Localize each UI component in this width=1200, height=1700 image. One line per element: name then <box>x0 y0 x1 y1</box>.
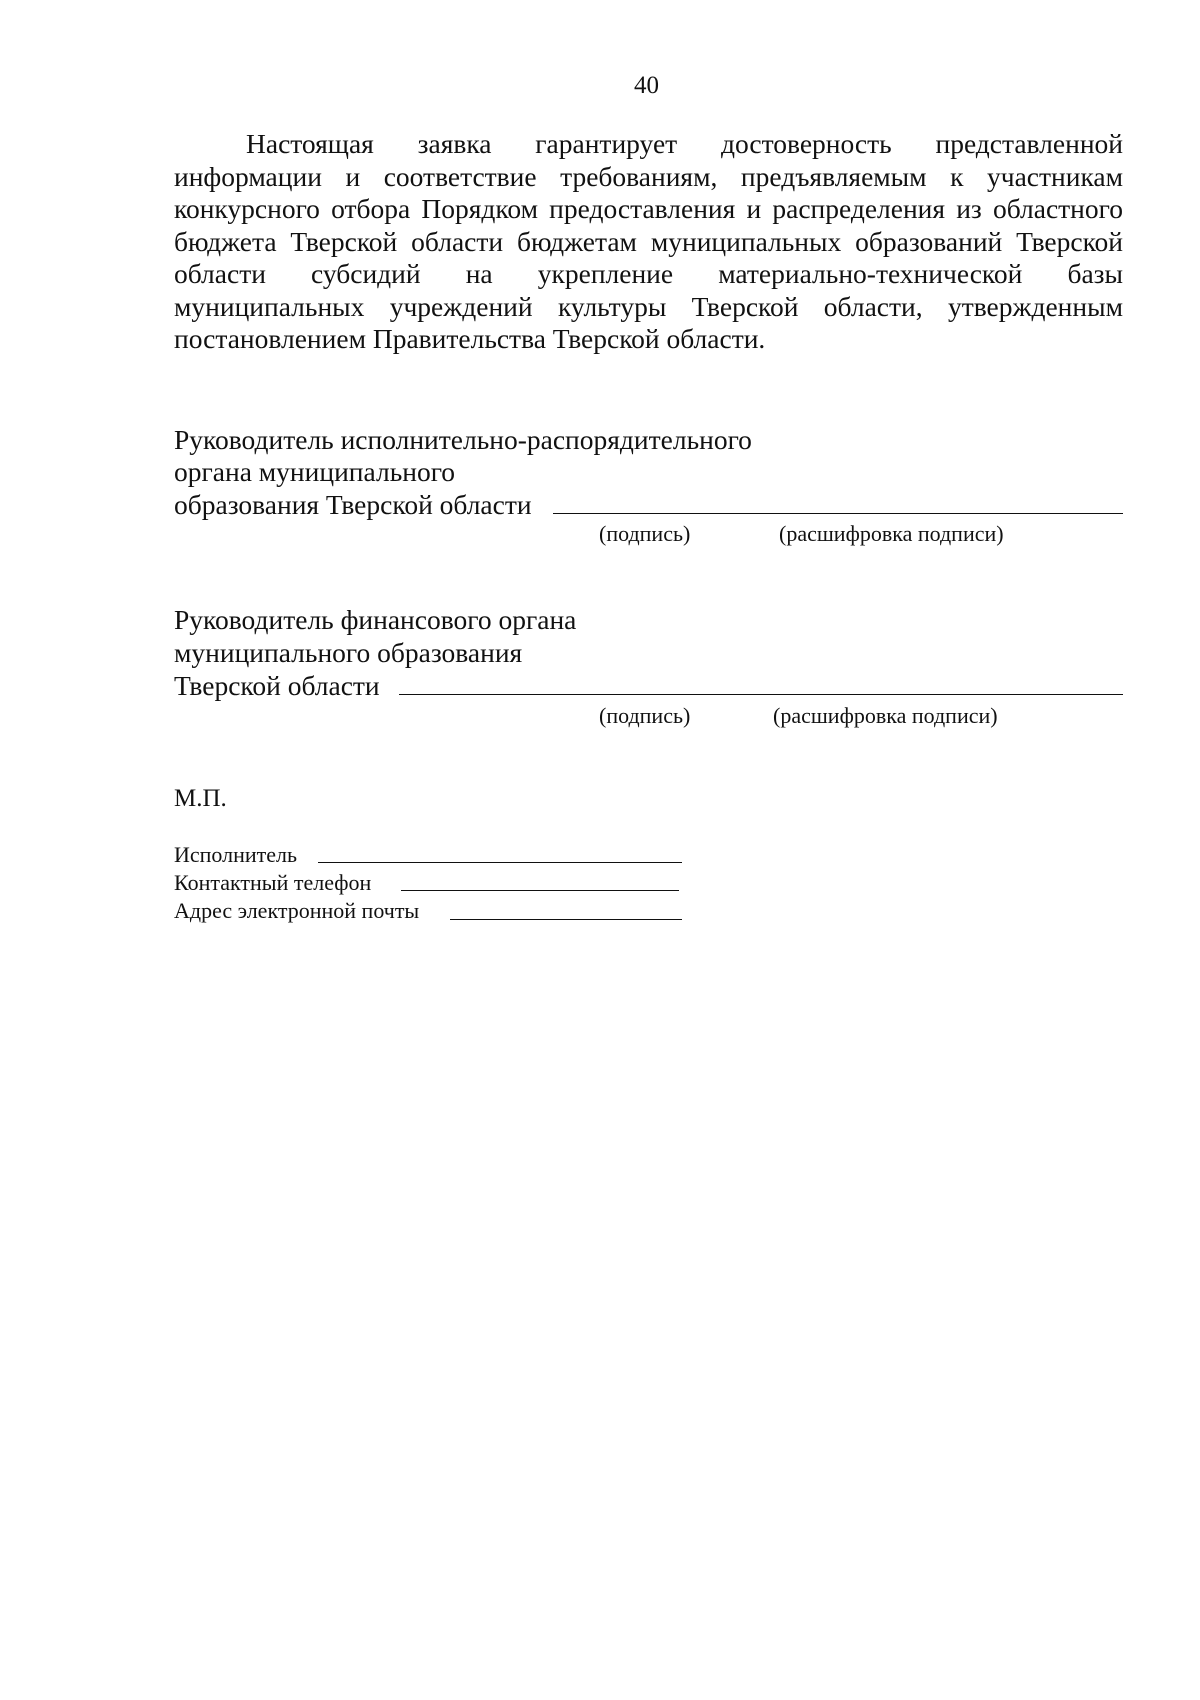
signature-1-caption-signature: (подпись) <box>599 521 691 546</box>
intro-paragraph: Настоящая заявка гарантирует достоверность представленной информации и соответствие требованиям, предъявляемым к участникам конкурсного отбора Порядком предоставления и распределения из областного бюджета Тверской области бюджетам муниципальных образований Тверской области субсидий на укрепление материально-технической базы муниципальных учреждений культуры Тверской области, утвержденным постановлением Правительства Тверской области. <box>174 128 1123 354</box>
stamp-place: М.П. <box>174 785 227 812</box>
signature-1-line[interactable] <box>553 513 1123 514</box>
signature-2-title-line-1: Руководитель финансового органа <box>174 604 577 635</box>
signature-2-line[interactable] <box>399 694 1123 695</box>
signature-2-title-line-3: Тверской области <box>174 670 380 701</box>
email-line[interactable] <box>450 919 682 920</box>
page-number: 40 <box>634 72 659 99</box>
signature-2-title-line-2: муниципального образования <box>174 637 523 668</box>
email-label: Адрес электронной почты <box>174 898 420 923</box>
signature-2-caption-decoding: (расшифровка подписи) <box>773 703 998 728</box>
executor-label: Исполнитель <box>174 842 298 867</box>
signature-1-title-line-2: органа муниципального <box>174 456 456 487</box>
signature-2-caption-signature: (подпись) <box>599 703 691 728</box>
phone-line[interactable] <box>401 890 679 891</box>
phone-label: Контактный телефон <box>174 870 372 895</box>
executor-line[interactable] <box>318 862 682 863</box>
signature-1-caption-decoding: (расшифровка подписи) <box>779 521 1004 546</box>
signature-1-title-line-3: образования Тверской области <box>174 489 532 520</box>
signature-1-title-line-1: Руководитель исполнительно-распорядительного <box>174 424 752 455</box>
